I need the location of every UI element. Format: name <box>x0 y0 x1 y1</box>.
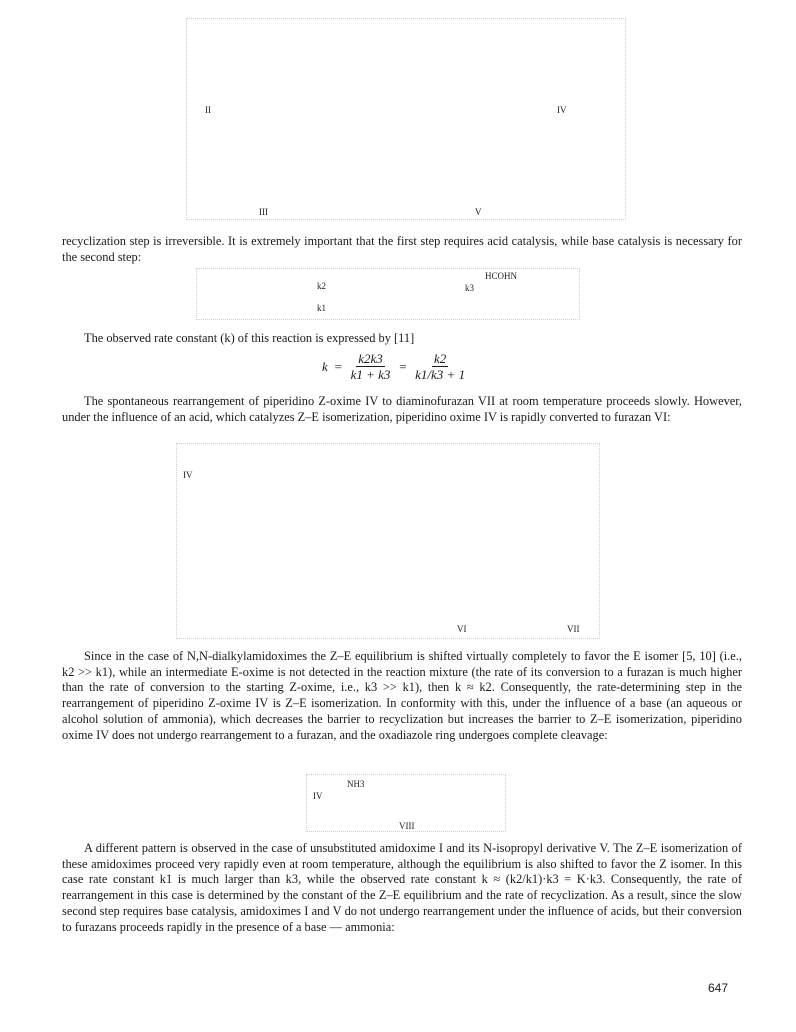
reaction-scheme-2 <box>196 268 580 320</box>
rate-constant-k1: k1 <box>317 303 326 313</box>
eq-den-2: k1/k3 + 1 <box>415 367 466 382</box>
compound-label-iv-2: IV <box>183 470 193 480</box>
paragraph-2: The observed rate constant (k) of this reaction is expressed by [11] <box>84 331 415 345</box>
compound-label-iv: IV <box>557 105 567 115</box>
compound-label-vii: VII <box>567 624 580 634</box>
paragraph-5: A different pattern is observed in the case of unsubstituted amidoxime I and its N-isopropyl derivative V. The Z–E isomerization of these amidoximes proceed very rapidly even at room temperature, although the equilibrium is also shifted to favor the Z isomer. In this case rate constant k1 is much larger than k3, while the observed rate constant k ≈ (k2/k1)·k3 = K·k3. Consequently, the rate of rearrangement in this case is determined by the constant of the Z–E equilibrium and the rate of recyclization. As a result, since the slow second step requires base catalysis, amidoximes I and V do not undergo rearrangement under the influence of acids, but their conversion to furazans proceeds rapidly in the presence of a base — ammonia: <box>62 841 742 934</box>
reagent-nh3: NH3 <box>347 779 365 789</box>
paragraph-4: Since in the case of N,N-dialkylamidoximes the Z–E equilibrium is shifted virtually completely to favor the E isomer [5, 10] (i.e., k2 >> k1), while an intermediate E-oxime is not detected in the reaction mixture (the rate of its conversion to a furazan is much higher than the rate of conversion to the starting Z-oxime, i.e., k3 >> k1), then k ≈ k2. Consequently, the rate-determining step in the rearrangement of piperidino Z-oxime IV is Z–E isomerization. In conformity with this, under the influence of a base (an aqueous or alcohol solution of ammonia), which decreases the barrier to recyclization but increases the barrier to Z–E isomerization, piperidino oxime IV does not undergo rearrangement to a furazan, and the oxadiazole ring undergoes complete cleavage: <box>62 649 742 742</box>
eq-num-2: k2 <box>433 351 447 366</box>
compound-label-viii: VIII <box>399 821 415 831</box>
eq-fraction-1 <box>349 351 393 382</box>
eq-fraction-2 <box>413 351 467 382</box>
compound-label-iii: III <box>259 207 268 217</box>
paragraph-3: The spontaneous rearrangement of piperidino Z-oxime IV to diaminofurazan VII at room temperature proceeds slowly. However, under the influence of an acid, which catalyzes Z–E isomerization, piperidino oxime IV is rapidly converted to furazan VI: <box>62 394 742 424</box>
eq-k: k <box>322 358 328 374</box>
reaction-scheme-1 <box>186 18 626 220</box>
compound-label-v: V <box>475 207 482 217</box>
eq-num-1: k2k3 <box>358 351 383 366</box>
reaction-scheme-4 <box>306 774 506 832</box>
compound-label-ii: II <box>205 105 211 115</box>
reaction-scheme-3 <box>176 443 600 639</box>
page-number: 647 <box>708 981 729 995</box>
compound-label-iv-3: IV <box>313 791 323 801</box>
rate-equation: k = $\frac{k2k3}{k1 + k3}$ = $\frac{k2}{k1/k3 + 1}$ <box>322 351 466 382</box>
compound-label-vi: VI <box>457 624 467 634</box>
rate-constant-k3: k3 <box>465 283 474 293</box>
eq-den-1: k1 + k3 <box>350 367 391 382</box>
rate-constant-k2: k2 <box>317 281 326 291</box>
paragraph-1: recyclization step is irreversible. It is extremely important that the first step requires acid catalysis, while base catalysis is necessary for the second step: <box>62 234 742 264</box>
reagent-label: HCOHN <box>485 271 518 281</box>
